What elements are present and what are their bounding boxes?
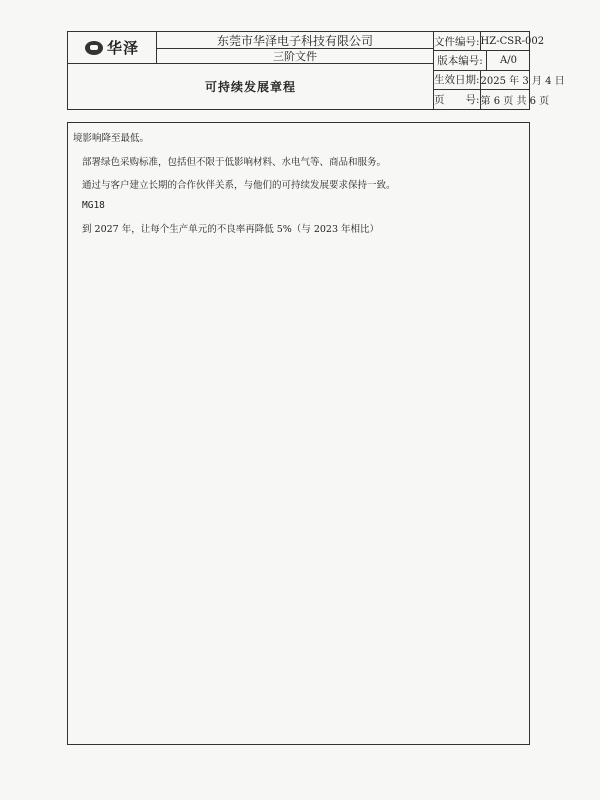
meta-value: 第 6 页 共 6 页 [480, 95, 550, 107]
document-meta [434, 32, 565, 109]
section-code: MG18 [82, 200, 105, 211]
meta-row-effective-date [434, 71, 565, 90]
body-paragraph: 到 2027 年，让每个生产单元的不良率再降低 5%（与 2023 年相比） [82, 224, 380, 235]
body-paragraph: 境影响降至最低。 [73, 133, 150, 144]
meta-value: A/0 [500, 54, 517, 66]
meta-row-page-number [434, 90, 550, 109]
meta-label: 生效日期: [434, 71, 481, 89]
meta-value: 2025 年 3 月 4 日 [480, 76, 565, 88]
meta-label: 页 号: [434, 90, 481, 109]
meta-value: HZ-CSR-002 [480, 35, 545, 47]
meta-row-doc-number [434, 32, 545, 51]
company-logo [68, 32, 157, 64]
document-title: 可持续发展章程 [204, 80, 296, 94]
logo-icon [85, 41, 103, 55]
body-paragraph: 部署绿色采购标准，包括但不限于低影响材料、水电气等、商品和服务。 [82, 157, 387, 168]
meta-label: 版本编号: [434, 51, 487, 69]
body-paragraph: 通过与客户建立长期的合作伙伴关系，与他们的可持续发展要求保持一致。 [82, 180, 396, 191]
company-name: 东莞市华泽电子科技有限公司 [157, 32, 433, 49]
meta-label: 文件编号: [434, 32, 481, 50]
document-header-table [67, 31, 565, 110]
logo-text: 华泽 [106, 39, 139, 57]
meta-row-version [434, 51, 530, 70]
document-body [67, 122, 530, 745]
document-tier: 三阶文件 [157, 49, 433, 64]
